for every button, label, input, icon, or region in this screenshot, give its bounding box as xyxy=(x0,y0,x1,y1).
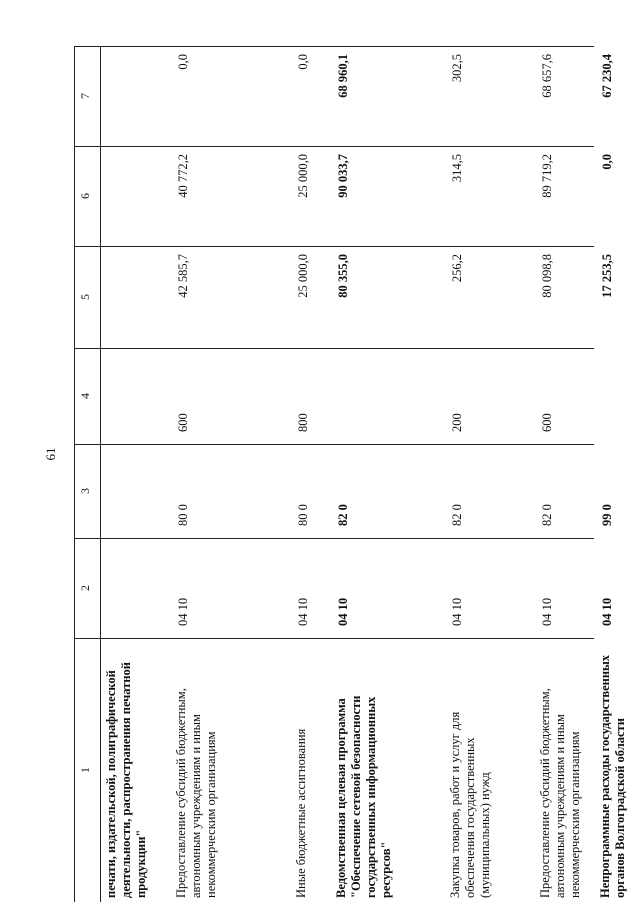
cell-value: 67 230,4 xyxy=(600,54,614,98)
cell-value: 80 0 xyxy=(296,504,310,526)
grid-line-h xyxy=(74,638,594,639)
cell-value: 04 10 xyxy=(296,597,310,626)
cell-value: 80 0 xyxy=(176,504,190,526)
cell-value: 42 585,7 xyxy=(176,254,190,298)
cell-value: 80 098,8 xyxy=(540,254,554,298)
row-label: Предоставление субсидий бюджетным, автономным учреждениям и иным некоммерческим организациям xyxy=(174,688,218,898)
cell-value: 314,5 xyxy=(450,154,464,183)
cell-value: 600 xyxy=(176,413,190,432)
budget-table xyxy=(74,46,627,902)
cell-value: 04 10 xyxy=(450,597,464,626)
cell-value: 25 000,0 xyxy=(296,254,310,298)
cell-value: 0,0 xyxy=(600,154,614,170)
cell-value: 0,0 xyxy=(296,54,310,70)
grid-line-h xyxy=(74,46,594,47)
row-label: Иные бюджетные ассигнования xyxy=(294,728,308,898)
cell-value: 0,0 xyxy=(176,54,190,70)
cell-value: 04 10 xyxy=(540,597,554,626)
cell-value: 68 657,6 xyxy=(540,54,554,98)
column-header: 4 xyxy=(78,393,92,399)
cell-value: 89 719,2 xyxy=(540,154,554,198)
page-number: 61 xyxy=(43,447,58,461)
cell-value: 04 10 xyxy=(336,597,350,626)
column-header: 6 xyxy=(78,193,92,199)
row-label: Предоставление субсидий бюджетным, автономным учреждениям и иным некоммерческим организациям xyxy=(538,688,582,898)
cell-value: 80 355,0 xyxy=(336,254,350,298)
cell-value: 200 xyxy=(450,413,464,432)
cell-value: 800 xyxy=(296,413,310,432)
row-label: Ведомственная целевая программа "Обеспечение сетевой безопасности государственных информационных ресурсов" xyxy=(334,695,393,898)
grid-line-h xyxy=(74,246,594,247)
cell-value: 04 10 xyxy=(600,597,614,626)
cell-value: 68 960,1 xyxy=(336,54,350,98)
cell-value: 40 772,2 xyxy=(176,154,190,198)
column-header: 1 xyxy=(78,767,92,773)
cell-value: 25 000,0 xyxy=(296,154,310,198)
cell-value: 82 0 xyxy=(540,504,554,526)
cell-value: 600 xyxy=(540,413,554,432)
cell-value: 82 0 xyxy=(336,504,350,526)
grid-line-h xyxy=(74,146,594,147)
cell-value: 82 0 xyxy=(450,504,464,526)
row-label: Закупка товаров, работ и услуг для обеспечения государственных (муниципальных) нужд xyxy=(448,711,492,898)
cell-value: 302,5 xyxy=(450,54,464,83)
cell-value: 90 033,7 xyxy=(336,154,350,198)
cell-value: 17 253,5 xyxy=(600,254,614,298)
cell-value: 04 10 xyxy=(176,597,190,626)
column-header: 5 xyxy=(78,294,92,300)
cell-value: 256,2 xyxy=(450,254,464,283)
row-label: печати, издательской, полиграфической деятельности, распространения печатной продукции" xyxy=(104,662,148,898)
table-left-border xyxy=(74,46,75,902)
column-header: 2 xyxy=(78,585,92,591)
cell-value: 99 0 xyxy=(600,504,614,526)
header-separator xyxy=(100,46,101,902)
row-label: Непрограммные расходы государственных органов Волгоградской области xyxy=(598,654,627,898)
column-header: 3 xyxy=(78,488,92,494)
column-header: 7 xyxy=(78,93,92,99)
